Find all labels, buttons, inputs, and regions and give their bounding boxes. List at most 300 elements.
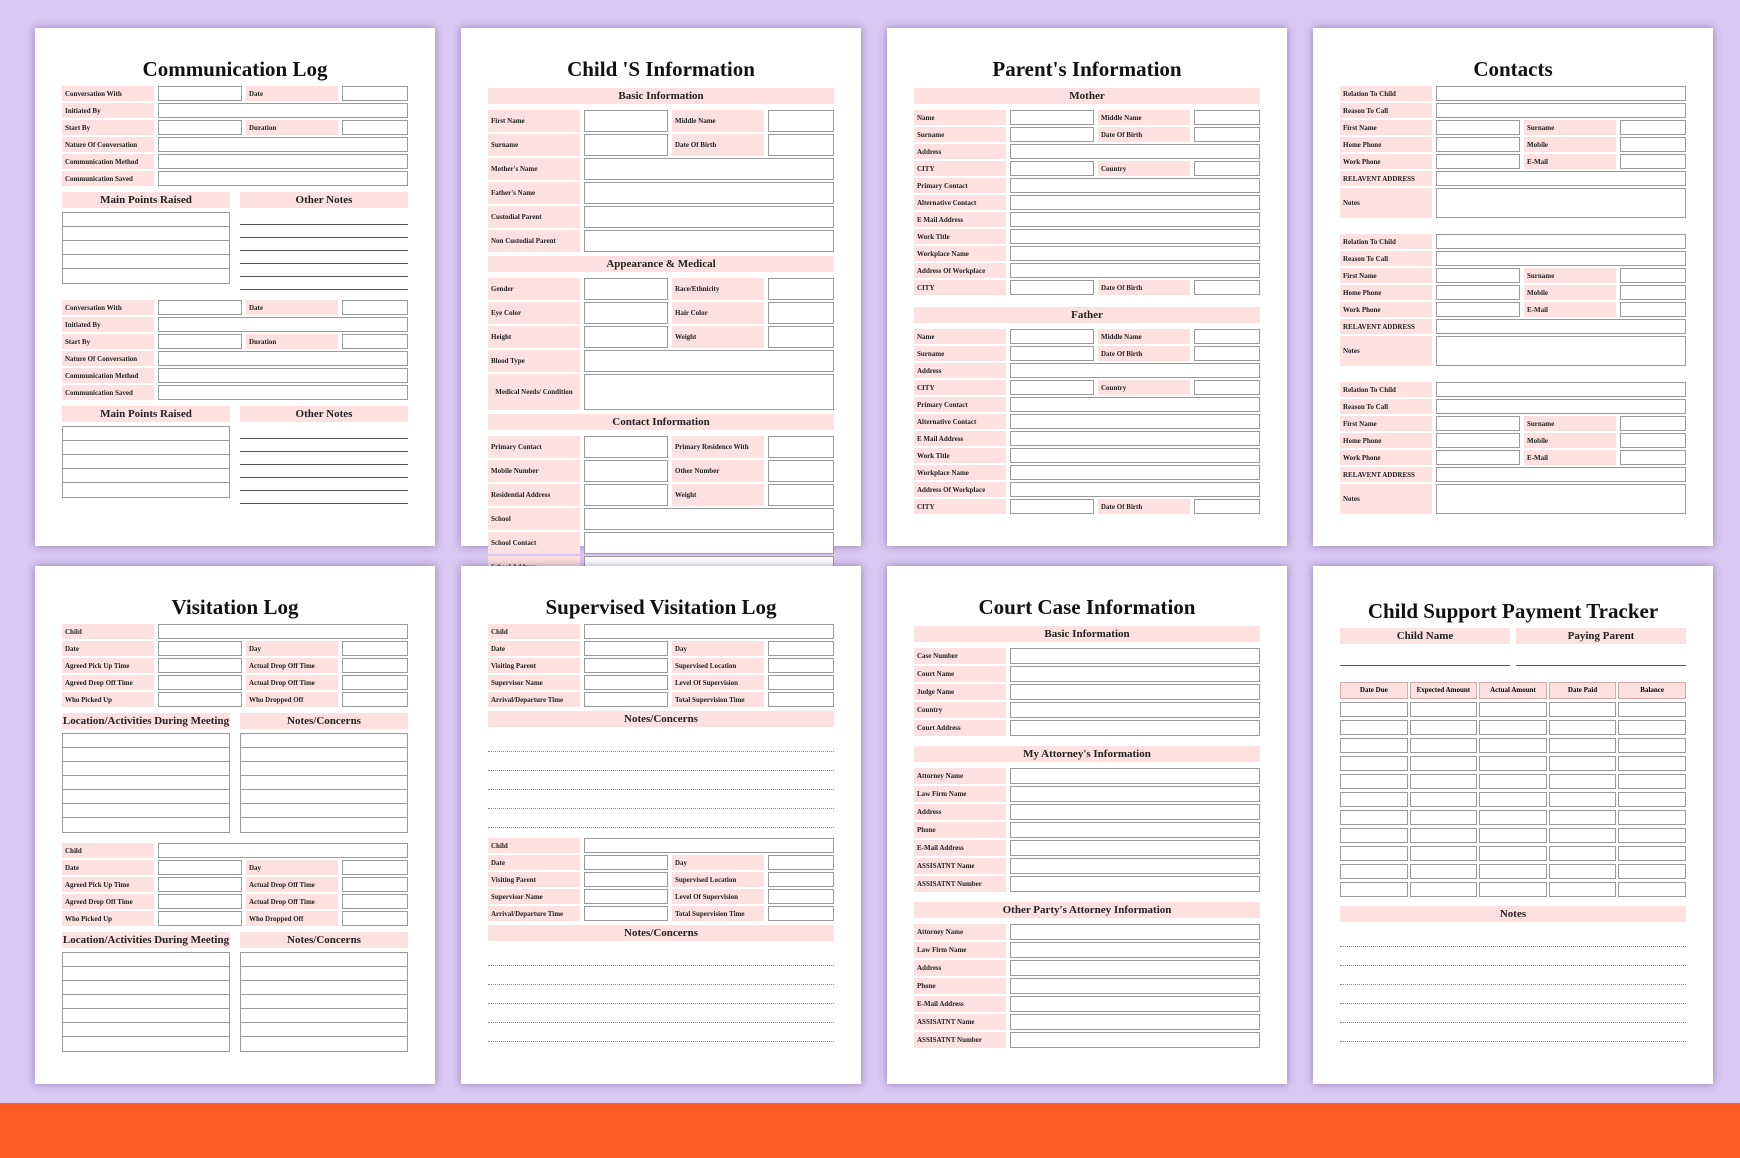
- column-header: Date Due: [1340, 682, 1408, 699]
- height-field[interactable]: [584, 326, 668, 348]
- field-label: Notes: [1340, 484, 1432, 514]
- child-name-line[interactable]: [1340, 650, 1510, 666]
- reason-field[interactable]: [1436, 103, 1686, 118]
- field-label: Alternative Contact: [914, 414, 1006, 429]
- mobile-field[interactable]: [1620, 137, 1686, 152]
- dob-field[interactable]: [1194, 346, 1260, 361]
- arrival-field[interactable]: [584, 906, 668, 921]
- notes-lines[interactable]: [240, 212, 408, 290]
- relation-field[interactable]: [1436, 86, 1686, 101]
- email-field[interactable]: [1010, 996, 1260, 1012]
- school-field[interactable]: [584, 508, 834, 530]
- table-cell[interactable]: [1479, 774, 1547, 789]
- nature-field[interactable]: [158, 351, 408, 366]
- table-cell[interactable]: [1340, 738, 1408, 753]
- email-field[interactable]: [1010, 212, 1260, 227]
- field-label: Surname: [488, 134, 580, 156]
- field-label: Mobile Number: [488, 460, 580, 482]
- primary-contact-field[interactable]: [1010, 397, 1260, 412]
- name-field[interactable]: [1010, 110, 1094, 125]
- non-custodial-parent-field[interactable]: [584, 230, 834, 252]
- field-label: Workplace Name: [914, 465, 1006, 480]
- address-field[interactable]: [1010, 960, 1260, 976]
- table-cell[interactable]: [1340, 882, 1408, 897]
- initiated-by-field[interactable]: [158, 317, 408, 332]
- first-name-field[interactable]: [584, 110, 668, 132]
- judge-name-field[interactable]: [1010, 684, 1260, 700]
- field-label: Country: [914, 702, 1006, 718]
- nature-field[interactable]: [158, 137, 408, 152]
- field-label: Primary Contact: [488, 436, 580, 458]
- field-label: E-Mail Address: [914, 840, 1006, 856]
- fathers-name-field[interactable]: [584, 182, 834, 204]
- date-field[interactable]: [158, 641, 242, 656]
- work-phone-field[interactable]: [1436, 450, 1520, 465]
- reason-field[interactable]: [1436, 251, 1686, 266]
- work-phone-field[interactable]: [1436, 154, 1520, 169]
- duration-field[interactable]: [342, 334, 408, 349]
- surname-field[interactable]: [1010, 127, 1094, 142]
- field-label: Communication Method: [62, 368, 154, 383]
- other-number-field[interactable]: [768, 460, 834, 482]
- relevant-address-field[interactable]: [1436, 467, 1686, 482]
- phone-field[interactable]: [1010, 822, 1260, 838]
- email-field[interactable]: [1010, 431, 1260, 446]
- notes-header: Notes: [1340, 906, 1686, 922]
- field-label: E-Mail: [1524, 154, 1616, 169]
- surname-field[interactable]: [1620, 268, 1686, 283]
- field-label: Date: [62, 641, 154, 656]
- table-cell[interactable]: [1410, 810, 1478, 825]
- date-field[interactable]: [584, 855, 668, 870]
- notes-field[interactable]: [1436, 336, 1686, 366]
- middle-name-field[interactable]: [768, 110, 834, 132]
- dob-field[interactable]: [768, 134, 834, 156]
- assistant-number-field[interactable]: [1010, 1032, 1260, 1048]
- saved-field[interactable]: [158, 385, 408, 400]
- child-name-header: Child Name: [1340, 628, 1510, 644]
- home-phone-field[interactable]: [1436, 433, 1520, 448]
- start-by-field[interactable]: [158, 334, 242, 349]
- hair-color-field[interactable]: [768, 302, 834, 324]
- table-cell[interactable]: [1549, 846, 1617, 861]
- day-field[interactable]: [768, 641, 834, 656]
- relevant-address-field[interactable]: [1436, 319, 1686, 334]
- field-label: Conversation With: [62, 300, 154, 315]
- attorney-name-field[interactable]: [1010, 768, 1260, 784]
- field-label: Phone: [914, 822, 1006, 838]
- field-label: Court Address: [914, 720, 1006, 736]
- field-label: Day: [672, 855, 764, 870]
- paying-parent-line[interactable]: [1516, 650, 1686, 666]
- child-field[interactable]: [158, 624, 408, 639]
- table-cell[interactable]: [1549, 882, 1617, 897]
- home-phone-field[interactable]: [1436, 285, 1520, 300]
- notes-field[interactable]: [1436, 188, 1686, 218]
- location-header: Location/Activities During Meeting: [62, 715, 230, 727]
- assistant-name-field[interactable]: [1010, 1014, 1260, 1030]
- table-cell[interactable]: [1410, 774, 1478, 789]
- field-label: Surname: [914, 127, 1006, 142]
- work-title-field[interactable]: [1010, 229, 1260, 244]
- primary-contact-field[interactable]: [1010, 178, 1260, 193]
- date-field[interactable]: [584, 641, 668, 656]
- date-field[interactable]: [158, 860, 242, 875]
- middle-name-field[interactable]: [1194, 329, 1260, 344]
- table-cell[interactable]: [1410, 702, 1478, 717]
- table-cell[interactable]: [1410, 864, 1478, 879]
- actual-dropoff-field-2[interactable]: [342, 894, 408, 909]
- actual-dropoff-field[interactable]: [342, 877, 408, 892]
- start-by-field[interactable]: [158, 120, 242, 135]
- actual-dropoff-field[interactable]: [342, 658, 408, 673]
- section-header-basic: Basic Information: [914, 626, 1260, 642]
- weight-field[interactable]: [768, 326, 834, 348]
- section-header-other-attorney: Other Party's Attorney Information: [914, 902, 1260, 918]
- table-cell[interactable]: [1410, 738, 1478, 753]
- day-field[interactable]: [768, 855, 834, 870]
- level-field[interactable]: [768, 889, 834, 904]
- table-cell[interactable]: [1549, 792, 1617, 807]
- field-label: Address: [914, 144, 1006, 159]
- child-support-tracker-page: [1313, 566, 1713, 1084]
- surname-field[interactable]: [584, 134, 668, 156]
- field-label: Work Phone: [1340, 302, 1432, 317]
- conversation-with-field[interactable]: [158, 86, 242, 101]
- dob-field-2[interactable]: [1194, 499, 1260, 514]
- alt-contact-field[interactable]: [1010, 195, 1260, 210]
- child-field[interactable]: [584, 624, 834, 639]
- notes-header: Notes/Concerns: [488, 711, 834, 727]
- field-label: Other Number: [672, 460, 764, 482]
- field-label: Relation To Child: [1340, 86, 1432, 101]
- surname-field[interactable]: [1620, 120, 1686, 135]
- primary-contact-field[interactable]: [584, 436, 668, 458]
- table-cell[interactable]: [1410, 882, 1478, 897]
- field-label: Nature Of Conversation: [62, 137, 154, 152]
- notes-field[interactable]: [1436, 484, 1686, 514]
- email-field[interactable]: [1620, 154, 1686, 169]
- race-field[interactable]: [768, 278, 834, 300]
- table-cell[interactable]: [1618, 846, 1686, 861]
- middle-name-field[interactable]: [1194, 110, 1260, 125]
- law-firm-field[interactable]: [1010, 942, 1260, 958]
- table-cell[interactable]: [1618, 738, 1686, 753]
- address-field[interactable]: [1010, 363, 1260, 378]
- notes-grid[interactable]: [62, 212, 230, 284]
- field-label: Date Of Birth: [1098, 127, 1190, 142]
- saved-field[interactable]: [158, 171, 408, 186]
- court-address-field[interactable]: [1010, 720, 1260, 736]
- law-firm-field[interactable]: [1010, 786, 1260, 802]
- assistant-number-field[interactable]: [1010, 876, 1260, 892]
- who-dropped-field[interactable]: [342, 692, 408, 707]
- gender-field[interactable]: [584, 278, 668, 300]
- field-label: Level Of Supervision: [672, 889, 764, 904]
- email-field[interactable]: [1620, 450, 1686, 465]
- address-field[interactable]: [1010, 804, 1260, 820]
- table-cell[interactable]: [1479, 864, 1547, 879]
- relation-field[interactable]: [1436, 382, 1686, 397]
- table-cell[interactable]: [1618, 828, 1686, 843]
- field-label: Actual Drop Off Time: [246, 877, 338, 892]
- who-dropped-field[interactable]: [342, 911, 408, 926]
- table-cell[interactable]: [1549, 720, 1617, 735]
- section-header-father: Father: [914, 307, 1260, 323]
- name-field[interactable]: [1010, 329, 1094, 344]
- surname-field[interactable]: [1010, 346, 1094, 361]
- table-cell[interactable]: [1479, 792, 1547, 807]
- notes-header: Notes/Concerns: [240, 713, 408, 729]
- table-cell[interactable]: [1549, 702, 1617, 717]
- field-label: Arrival/Departure Time: [488, 692, 580, 707]
- date-field[interactable]: [342, 300, 408, 315]
- table-cell[interactable]: [1618, 792, 1686, 807]
- field-label: Middle Name: [672, 110, 764, 132]
- table-cell[interactable]: [1410, 792, 1478, 807]
- table-cell[interactable]: [1340, 828, 1408, 843]
- table-cell[interactable]: [1549, 756, 1617, 771]
- field-label: Level Of Supervision: [672, 675, 764, 690]
- field-label: Custodial Parent: [488, 206, 580, 228]
- notes-lines[interactable]: [488, 733, 834, 828]
- other-notes-header: Other Notes: [240, 406, 408, 422]
- table-cell[interactable]: [1410, 720, 1478, 735]
- school-contact-field[interactable]: [584, 532, 834, 554]
- reason-field[interactable]: [1436, 399, 1686, 414]
- method-field[interactable]: [158, 368, 408, 383]
- dob-field[interactable]: [1194, 127, 1260, 142]
- table-cell[interactable]: [1618, 720, 1686, 735]
- work-title-field[interactable]: [1010, 448, 1260, 463]
- assistant-name-field[interactable]: [1010, 858, 1260, 874]
- residential-address-field[interactable]: [584, 484, 668, 506]
- email-field[interactable]: [1010, 840, 1260, 856]
- notes-lines[interactable]: [240, 426, 408, 504]
- table-cell[interactable]: [1549, 774, 1617, 789]
- page-title: Visitation Log: [171, 595, 299, 619]
- field-label: Initiated By: [62, 317, 154, 332]
- workplace-field[interactable]: [1010, 465, 1260, 480]
- notes-grid[interactable]: [62, 426, 230, 498]
- dob-field-2[interactable]: [1194, 280, 1260, 295]
- notes-lines[interactable]: [488, 947, 834, 1042]
- phone-field[interactable]: [1010, 978, 1260, 994]
- mobile-field[interactable]: [1620, 285, 1686, 300]
- field-label: Reason To Call: [1340, 399, 1432, 414]
- table-cell[interactable]: [1479, 882, 1547, 897]
- method-field[interactable]: [158, 154, 408, 169]
- eye-color-field[interactable]: [584, 302, 668, 324]
- page-title: Child Support Payment Tracker: [1367, 599, 1659, 623]
- country-field[interactable]: [1194, 380, 1260, 395]
- who-picked-field[interactable]: [158, 692, 242, 707]
- weight-field-2[interactable]: [768, 484, 834, 506]
- table-cell[interactable]: [1618, 756, 1686, 771]
- field-label: Who Picked Up: [62, 911, 154, 926]
- table-cell[interactable]: [1340, 774, 1408, 789]
- table-cell[interactable]: [1618, 774, 1686, 789]
- country-field[interactable]: [1194, 161, 1260, 176]
- table-cell[interactable]: [1618, 864, 1686, 879]
- field-label: Hair Color: [672, 302, 764, 324]
- table-cell[interactable]: [1618, 702, 1686, 717]
- field-label: Law Firm Name: [914, 786, 1006, 802]
- total-field[interactable]: [768, 906, 834, 921]
- field-label: Agreed Drop Off Time: [62, 894, 154, 909]
- primary-residence-field[interactable]: [768, 436, 834, 458]
- field-label: Date: [488, 855, 580, 870]
- field-label: RELAVENT ADDRESS: [1340, 467, 1432, 482]
- table-cell[interactable]: [1618, 882, 1686, 897]
- agreed-dropoff-field[interactable]: [158, 894, 242, 909]
- court-name-field[interactable]: [1010, 666, 1260, 682]
- duration-field[interactable]: [342, 120, 408, 135]
- field-label: Reason To Call: [1340, 103, 1432, 118]
- table-cell[interactable]: [1340, 810, 1408, 825]
- table-cell[interactable]: [1410, 828, 1478, 843]
- field-label: ASSISATNT Name: [914, 1014, 1006, 1030]
- visiting-parent-field[interactable]: [584, 872, 668, 887]
- mobile-number-field[interactable]: [584, 460, 668, 482]
- table-cell[interactable]: [1340, 846, 1408, 861]
- table-cell[interactable]: [1549, 864, 1617, 879]
- child-field[interactable]: [158, 843, 408, 858]
- field-label: First Name: [488, 110, 580, 132]
- blood-type-field[interactable]: [584, 350, 834, 372]
- supervisor-name-field[interactable]: [584, 889, 668, 904]
- visiting-parent-field[interactable]: [584, 658, 668, 673]
- table-cell[interactable]: [1340, 756, 1408, 771]
- agreed-pickup-field[interactable]: [158, 658, 242, 673]
- email-field[interactable]: [1620, 302, 1686, 317]
- table-cell[interactable]: [1340, 702, 1408, 717]
- supervised-location-field[interactable]: [768, 658, 834, 673]
- field-label: Who Dropped Off: [246, 911, 338, 926]
- table-cell[interactable]: [1479, 702, 1547, 717]
- table-cell[interactable]: [1340, 792, 1408, 807]
- city-field[interactable]: [1010, 161, 1094, 176]
- page-title: Contacts: [1473, 57, 1553, 81]
- workplace-address-field[interactable]: [1010, 482, 1260, 497]
- country-field[interactable]: [1010, 702, 1260, 718]
- table-cell[interactable]: [1340, 720, 1408, 735]
- alt-contact-field[interactable]: [1010, 414, 1260, 429]
- table-cell[interactable]: [1549, 828, 1617, 843]
- table-cell[interactable]: [1340, 864, 1408, 879]
- first-name-field[interactable]: [1436, 268, 1520, 283]
- initiated-by-field[interactable]: [158, 103, 408, 118]
- notes-grid[interactable]: [240, 733, 408, 833]
- workplace-address-field[interactable]: [1010, 263, 1260, 278]
- field-label: Surname: [1524, 416, 1616, 431]
- field-label: Work Title: [914, 448, 1006, 463]
- supervised-visitation-log-page: [461, 566, 861, 1084]
- supervised-location-field[interactable]: [768, 872, 834, 887]
- table-cell[interactable]: [1479, 720, 1547, 735]
- actual-dropoff-field-2[interactable]: [342, 675, 408, 690]
- conversation-with-field[interactable]: [158, 300, 242, 315]
- relevant-address-field[interactable]: [1436, 171, 1686, 186]
- workplace-field[interactable]: [1010, 246, 1260, 261]
- work-phone-field[interactable]: [1436, 302, 1520, 317]
- field-label: Work Phone: [1340, 450, 1432, 465]
- field-label: Nature Of Conversation: [62, 351, 154, 366]
- field-label: Arrival/Departure Time: [488, 906, 580, 921]
- paying-parent-header: Paying Parent: [1516, 628, 1686, 644]
- notes-grid[interactable]: [240, 952, 408, 1052]
- table-cell[interactable]: [1479, 756, 1547, 771]
- field-label: Relation To Child: [1340, 382, 1432, 397]
- child-field[interactable]: [584, 838, 834, 853]
- page-title: Parent's Information: [992, 57, 1182, 81]
- field-label: Surname: [914, 346, 1006, 361]
- field-label: Date: [246, 300, 338, 315]
- case-number-field[interactable]: [1010, 648, 1260, 664]
- medical-needs-field[interactable]: [584, 374, 834, 410]
- table-cell[interactable]: [1410, 846, 1478, 861]
- table-cell[interactable]: [1479, 828, 1547, 843]
- table-cell[interactable]: [1479, 810, 1547, 825]
- arrival-field[interactable]: [584, 692, 668, 707]
- first-name-field[interactable]: [1436, 416, 1520, 431]
- field-label: E-Mail: [1524, 450, 1616, 465]
- relation-field[interactable]: [1436, 234, 1686, 249]
- notes-grid[interactable]: [62, 733, 230, 833]
- table-cell[interactable]: [1479, 846, 1547, 861]
- field-label: Blood Type: [488, 350, 580, 372]
- notes-lines[interactable]: [1340, 928, 1686, 1042]
- agreed-pickup-field[interactable]: [158, 877, 242, 892]
- agreed-dropoff-field[interactable]: [158, 675, 242, 690]
- level-field[interactable]: [768, 675, 834, 690]
- field-label: Father's Name: [488, 182, 580, 204]
- supervisor-name-field[interactable]: [584, 675, 668, 690]
- table-cell[interactable]: [1410, 756, 1478, 771]
- day-field[interactable]: [342, 860, 408, 875]
- table-cell[interactable]: [1549, 810, 1617, 825]
- field-label: Name: [914, 329, 1006, 344]
- city-field-2[interactable]: [1010, 499, 1094, 514]
- table-cell[interactable]: [1549, 738, 1617, 753]
- custodial-parent-field[interactable]: [584, 206, 834, 228]
- who-picked-field[interactable]: [158, 911, 242, 926]
- page-title: Court Case Information: [978, 595, 1196, 619]
- field-label: Visiting Parent: [488, 872, 580, 887]
- date-field[interactable]: [342, 86, 408, 101]
- field-label: Total Supervision Time: [672, 906, 764, 921]
- mothers-name-field[interactable]: [584, 158, 834, 180]
- section-header-contact: Contact Information: [488, 414, 834, 430]
- home-phone-field[interactable]: [1436, 137, 1520, 152]
- field-label: Agreed Pick Up Time: [62, 877, 154, 892]
- field-label: E-Mail: [1524, 302, 1616, 317]
- city-field[interactable]: [1010, 380, 1094, 395]
- table-cell[interactable]: [1479, 738, 1547, 753]
- total-field[interactable]: [768, 692, 834, 707]
- first-name-field[interactable]: [1436, 120, 1520, 135]
- attorney-name-field[interactable]: [1010, 924, 1260, 940]
- day-field[interactable]: [342, 641, 408, 656]
- surname-field[interactable]: [1620, 416, 1686, 431]
- city-field-2[interactable]: [1010, 280, 1094, 295]
- field-label: First Name: [1340, 416, 1432, 431]
- table-cell[interactable]: [1618, 810, 1686, 825]
- address-field[interactable]: [1010, 144, 1260, 159]
- mobile-field[interactable]: [1620, 433, 1686, 448]
- field-label: Surname: [1524, 120, 1616, 135]
- notes-grid[interactable]: [62, 952, 230, 1052]
